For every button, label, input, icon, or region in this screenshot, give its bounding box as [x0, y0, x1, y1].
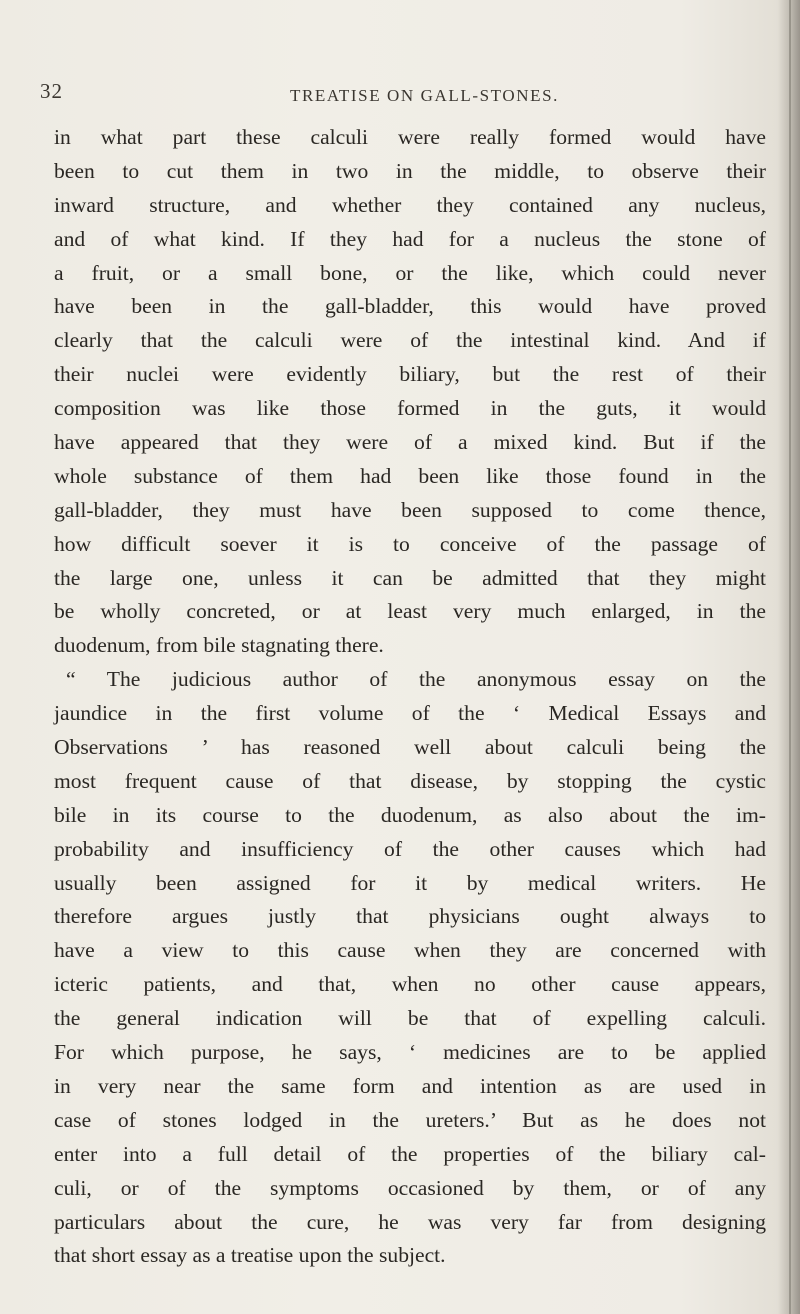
- text-line: inward structure, and whether they contained any nucleus,: [54, 192, 766, 217]
- paragraph-start-line: “ The judicious author of the anonymous essay on the: [66, 667, 766, 692]
- text-line: enter into a full detail of the properties of the biliary cal-: [54, 1141, 766, 1166]
- text-line: case of stones lodged in the ureters.’ But as he does not: [54, 1107, 766, 1132]
- text-line: therefore argues justly that physicians ought always to: [54, 904, 766, 929]
- text-line: particulars about the cure, he was very far from designing: [54, 1209, 766, 1234]
- text-line: a fruit, or a small bone, or the like, which could never: [54, 260, 766, 285]
- text-line: bile in its course to the duodenum, as also about the im-: [54, 802, 766, 827]
- running-title: TREATISE ON GALL-STONES.: [290, 86, 559, 105]
- text-line: have appeared that they were of a mixed kind. But if the: [54, 430, 766, 455]
- text-line: gall-bladder, they must have been supposed to come thence,: [54, 497, 766, 522]
- text-line: For which purpose, he says, ‘ medicines are to be applied: [54, 1040, 766, 1065]
- text-line: the large one, unless it can be admitted that they might: [54, 565, 766, 590]
- text-line: probability and insufficiency of the other causes which had: [54, 836, 766, 861]
- text-line: be wholly concreted, or at least very much enlarged, in the: [54, 599, 766, 624]
- text-line: their nuclei were evidently biliary, but the rest of their: [54, 362, 766, 387]
- text-line: in what part these calculi were really formed would have: [54, 125, 766, 149]
- text-line: have a view to this cause when they are concerned with: [54, 938, 766, 963]
- paragraph-end-line: duodenum, from bile stagnating there.: [54, 633, 384, 658]
- text-line: the general indication will be that of expelling calculi.: [54, 1006, 766, 1031]
- text-line: Observations ’ has reasoned well about calculi being the: [54, 735, 766, 760]
- page-edge-line: [789, 0, 791, 1314]
- text-line: whole substance of them had been like those found in the: [54, 463, 766, 488]
- paragraph-end-line: that short essay as a treatise upon the subject.: [54, 1243, 446, 1268]
- text-line: composition was like those formed in the guts, it would: [54, 396, 766, 421]
- text-line: usually been assigned for it by medical writers. He: [54, 870, 766, 895]
- text-line: and of what kind. If they had for a nucleus the stone of: [54, 226, 766, 251]
- text-line: culi, or of the symptoms occasioned by them, or of any: [54, 1175, 766, 1200]
- text-line: have been in the gall-bladder, this would have proved: [54, 294, 766, 319]
- page-number: 32: [40, 79, 63, 103]
- text-line: icteric patients, and that, when no other cause appears,: [54, 972, 766, 997]
- text-line: been to cut them in two in the middle, to observe their: [54, 158, 766, 183]
- text-line: how difficult soever it is to conceive of the passage of: [54, 531, 766, 556]
- text-line: in very near the same form and intention as are used in: [54, 1073, 766, 1098]
- text-line: most frequent cause of that disease, by stopping the cystic: [54, 768, 766, 793]
- body-text: [54, 121, 766, 1273]
- text-line: jaundice in the first volume of the ‘ Medical Essays and: [54, 701, 766, 726]
- text-line: clearly that the calculi were of the intestinal kind. And if: [54, 328, 766, 353]
